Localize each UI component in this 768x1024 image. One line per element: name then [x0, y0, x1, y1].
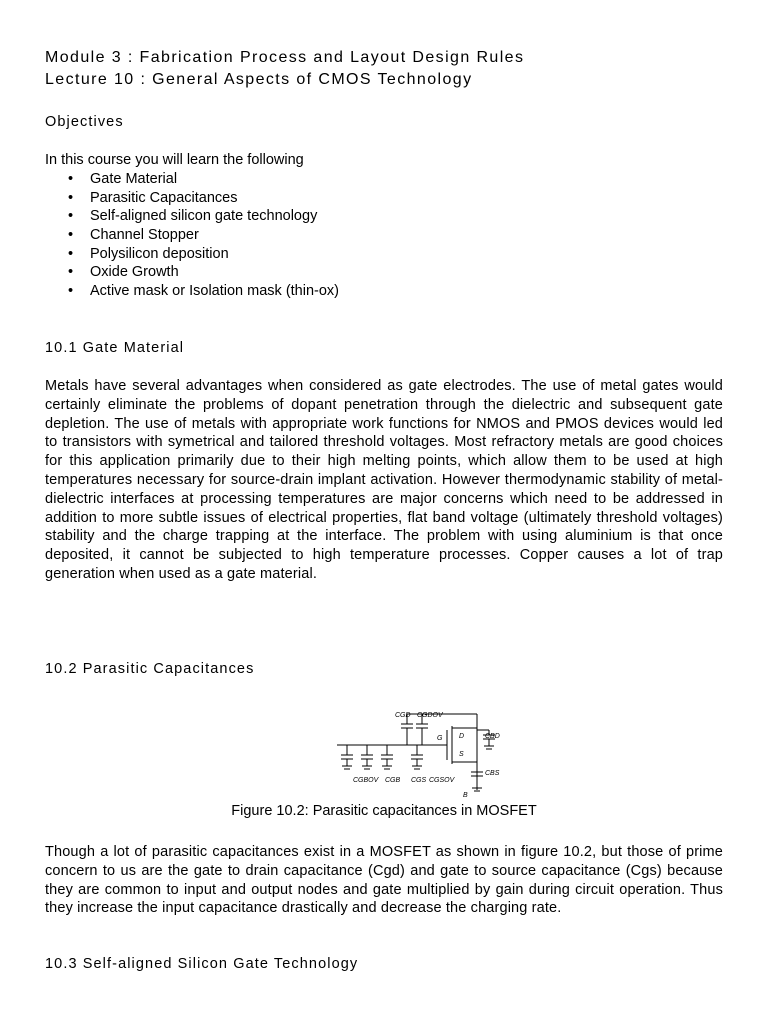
- objectives-intro: In this course you will learn the following: [45, 152, 304, 168]
- label-cgsov: CGSOV: [429, 777, 455, 784]
- lecture-title: Lecture 10 : General Aspects of CMOS Technology: [45, 71, 473, 88]
- list-item: • Active mask or Isolation mask (thin-ox): [68, 283, 339, 300]
- section-10-2-paragraph: Though a lot of parasitic capacitances exist in a MOSFET as shown in figure 10.2, but those of prime concern to us are the gate to drain capacitance (Cgd) and gate to source capacitance (Cgs) because they are common to input and output nodes and gate multiplied by gain during circuit operation. Thus they increase the input capacitance drastically and decrease the charging rate.: [45, 844, 723, 917]
- bullet-icon: •: [68, 189, 74, 206]
- list-item: • Channel Stopper: [68, 227, 199, 244]
- label-cgbov: CGBOV: [353, 777, 379, 784]
- label-g: G: [437, 735, 443, 742]
- bullet-icon: •: [68, 208, 74, 225]
- section-10-2-heading: 10.2 Parasitic Capacitances: [45, 661, 255, 677]
- label-cgd: CGD: [395, 712, 411, 719]
- bullet-icon: •: [68, 264, 74, 281]
- module-title: Module 3 : Fabrication Process and Layout Design Rules: [45, 49, 525, 66]
- bullet-icon: •: [68, 245, 74, 262]
- list-item: • Parasitic Capacitances: [68, 189, 238, 206]
- bullet-icon: •: [68, 171, 74, 187]
- label-cgs: CGS: [411, 777, 427, 784]
- bullet-icon: •: [68, 227, 74, 244]
- objectives-heading: Objectives: [45, 114, 124, 130]
- label-s: S: [459, 751, 464, 758]
- figure-caption: Figure 10.2: Parasitic capacitances in MOSFET: [231, 803, 537, 819]
- objectives-list: [45, 170, 339, 301]
- label-cgdov: CGDOV: [417, 712, 443, 719]
- list-item: • Self-aligned silicon gate technology: [68, 208, 318, 225]
- section-10-1-heading: 10.1 Gate Material: [45, 340, 185, 356]
- list-item: • Gate Material: [68, 171, 178, 187]
- section-10-1-paragraph: Metals have several advantages when considered as gate electrodes. The use of metal gates would certainly eliminate the problems of dopant penetration through the dielectric and subsequent gate depletion. The use of metals with appropriate work functions for NMOS and PMOS devices would led to transistors with symetrical and tailored threshold voltages. Most refractory metals are good choices for this application primarily due to their high melting points, which allow them to be used at high temperatures necessary for source-drain implant activation. However thermodynamic stability of metal-dielectric interfaces at processing temperatures are major concerns which need to be addressed in addition to more subtle issues of electrical properties, flat band voltage (ultimately threshold voltages) stability and the charge trapping at the interface. The problem with using aluminium is that once deposited, it cannot be subjected to high temperature processes. Copper causes a lot of trap generation when used as a gate material.: [45, 378, 723, 582]
- label-cbs: CBS: [485, 770, 500, 777]
- label-b: B: [463, 792, 468, 799]
- label-d: D: [459, 733, 465, 740]
- label-cgb: CGB: [385, 777, 401, 784]
- mosfet-capacitance-figure: [307, 700, 507, 800]
- section-10-3-heading: 10.3 Self-aligned Silicon Gate Technology: [45, 956, 359, 972]
- label-cbd: CBD: [485, 733, 500, 740]
- bullet-icon: •: [68, 283, 74, 300]
- list-item: • Oxide Growth: [68, 264, 179, 281]
- list-item: • Polysilicon deposition: [68, 245, 229, 262]
